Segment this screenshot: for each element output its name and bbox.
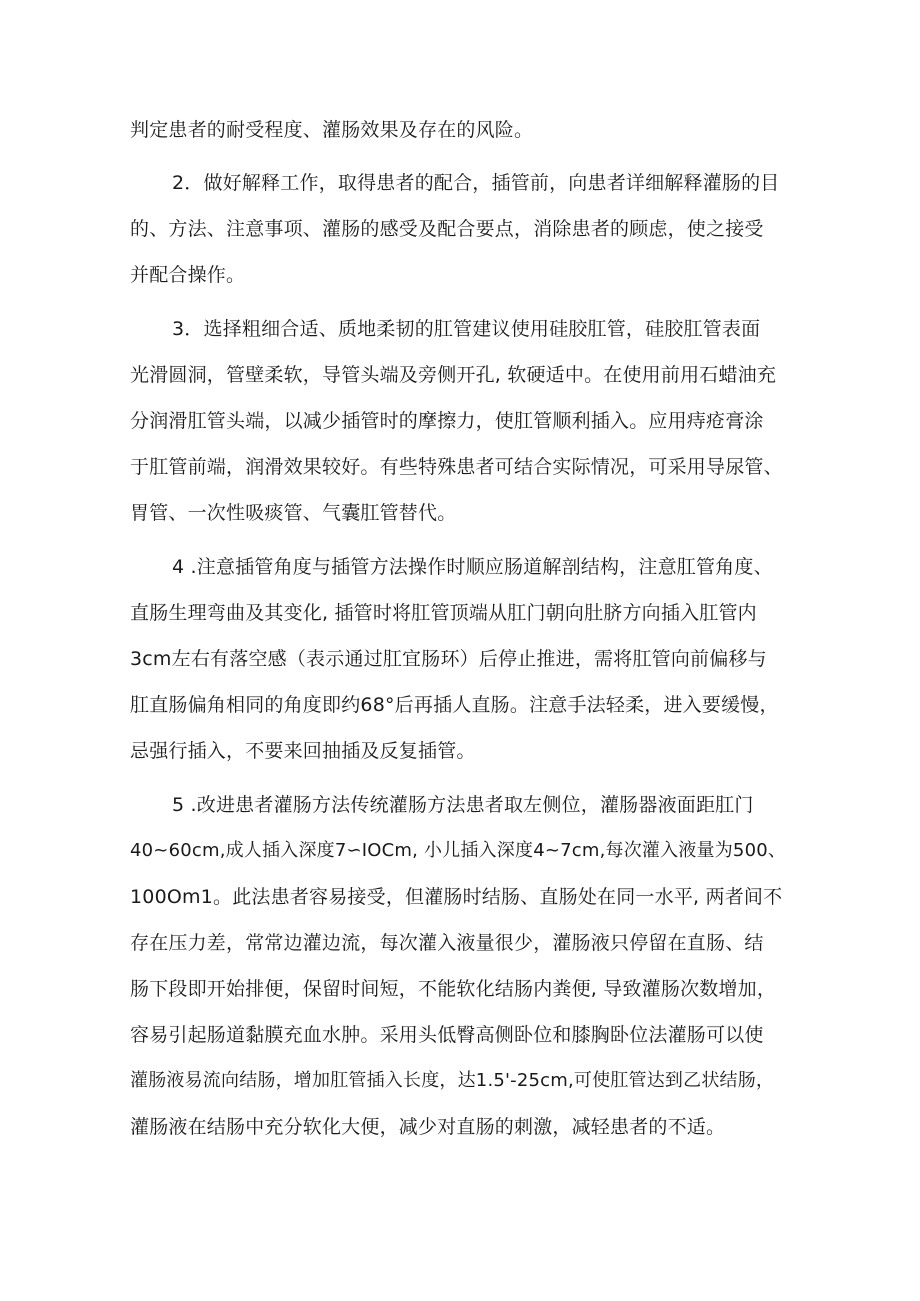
paragraph-line: 判定患者的耐受程度、灌肠效果及存在的风险。 (130, 119, 534, 141)
paragraph-line: 存在压力差，常常边灌边流，每次灌入液量很少，灌肠液只停留在直肠、结 (130, 932, 764, 954)
paragraph-line: 4 .注意插管角度与插管方法操作时顺应肠道解剖结构，注意肛管角度、 (172, 556, 773, 578)
paragraph-line: 光滑圆洞，管壁柔软，导管头端及旁侧开孔, 软硬适中。在使用前用石蜡油充 (130, 364, 777, 386)
paragraph-line: 100Om1。此法患者容易接受，但灌肠时结肠、直肠处在同一水平, 两者间不 (130, 886, 783, 908)
paragraph-line: 灌肠液在结肠中充分软化大便，减少对直肠的刺激，减轻患者的不适。 (130, 1116, 726, 1138)
paragraph-line: 胃管、一次性吸痰管、气囊肛管替代。 (130, 502, 457, 524)
paragraph-line: 肛直肠偏角相同的角度即约68°后再插人直肠。注意手法轻柔，进入要缓慢， (130, 694, 779, 716)
paragraph-line: 容易引起肠道黏膜充血水肿。采用头低臀高侧卧位和膝胸卧位法灌肠可以使 (130, 1024, 764, 1046)
paragraph-line: 2．做好解释工作，取得患者的配合，插管前，向患者详细解释灌肠的目 (172, 172, 780, 194)
paragraph-line: 40~60cm,成人插入深度7∽IOCm, 小儿插入深度4~7cm,每次灌入液量为500、 (130, 840, 787, 861)
paragraph-line: 于肛管前端，润滑效果较好。有些特殊患者可结合实际情况，可采用导尿管、 (130, 456, 783, 478)
paragraph-line: 的、方法、注意事项、灌肠的感受及配合要点，消除患者的顾虑，使之接受 (130, 218, 764, 240)
paragraph-line: 分润滑肛管头端，以减少插管时的摩擦力，使肛管顺利插入。应用痔疮膏涂 (130, 410, 764, 432)
paragraph-line: 3．选择粗细合适、质地柔韧的肛管建议使用硅胶肛管，硅胶肛管表面 (172, 318, 761, 340)
paragraph-line: 灌肠液易流向结肠，增加肛管插入长度，达1.5'-25cm,可使肛管达到乙状结肠， (130, 1070, 775, 1091)
paragraph-line: 肠下段即开始排便，保留时间短，不能软化结肠内粪便, 导致灌肠次数增加， (130, 978, 777, 1000)
paragraph-line: 忌强行插入，不要来回抽插及反复插管。 (130, 740, 476, 762)
paragraph-line: 直肠生理弯曲及其变化, 插管时将肛管顶端从肛门朝向肚脐方向插入肛管内 (130, 602, 757, 624)
paragraph-line: 并配合操作。 (130, 264, 246, 286)
paragraph-line: 5 .改进患者灌肠方法传统灌肠方法患者取左侧位，灌肠器液面距肛门 (172, 794, 754, 816)
paragraph-line: 3cm左右有落空感（表示通过肛宜肠环）后停止推进，需将肛管向前偏移与 (130, 648, 767, 670)
